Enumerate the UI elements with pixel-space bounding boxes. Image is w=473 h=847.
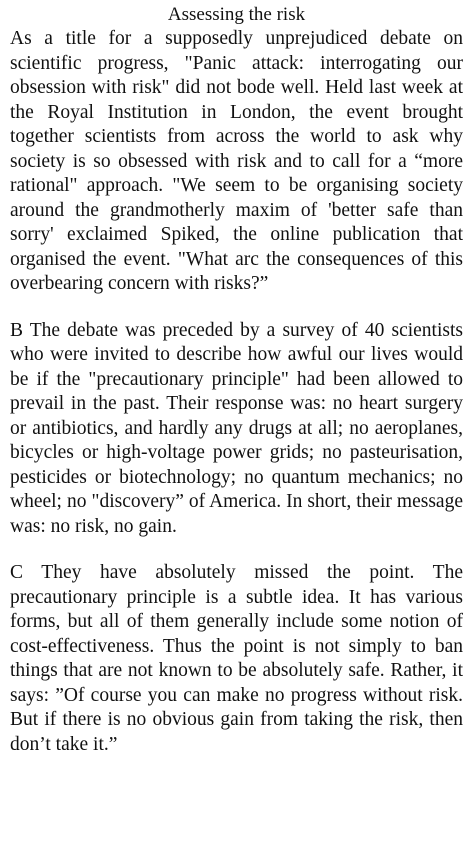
document-title: Assessing the risk [167, 4, 306, 25]
paragraph-c: C They have absolutely missed the point. The precautionary principle is a subtle idea. It has various forms, but all of them generally include some notion of cost-effectiveness. Thus the point is not simply to ban things that are not known to be absolutely safe. Rather, it says: ”Of course you can make no progress without risk. But if there is no obvious gain from taking the risk, then don’t take it.” [10, 562, 463, 755]
paragraph-b: B The debate was preceded by a survey of 40 scientists who were invited to describe how awful our lives would be if the "precautionary principle" had been allowed to prevail in the past. Their response was: no heart surgery or antibiotics, and hardly any drugs at all; no aeroplanes, bicycles or high-voltage power grids; no pasteurisation, pesticides or biotechnology; no quantum mechanics; no wheel; no "discovery” of America. In short, their message was: no risk, no gain. [10, 319, 463, 537]
paragraph-a: As a title for a supposedly unprejudiced debate on scientific progress, "Panic attack: interrogating our obsession with risk" did not bode well. Held last week at the Royal Institution in London, the event brought together scientists from across the world to ask why society is so obsessed with risk and to call for a “more rational" approach. "We seem to be organising society around the grandmotherly maxim of 'better safe than sorry' exclaimed Spiked, the online publication that organised the event. "What arc the consequences of this overbearing concern with risks?” [10, 28, 463, 294]
